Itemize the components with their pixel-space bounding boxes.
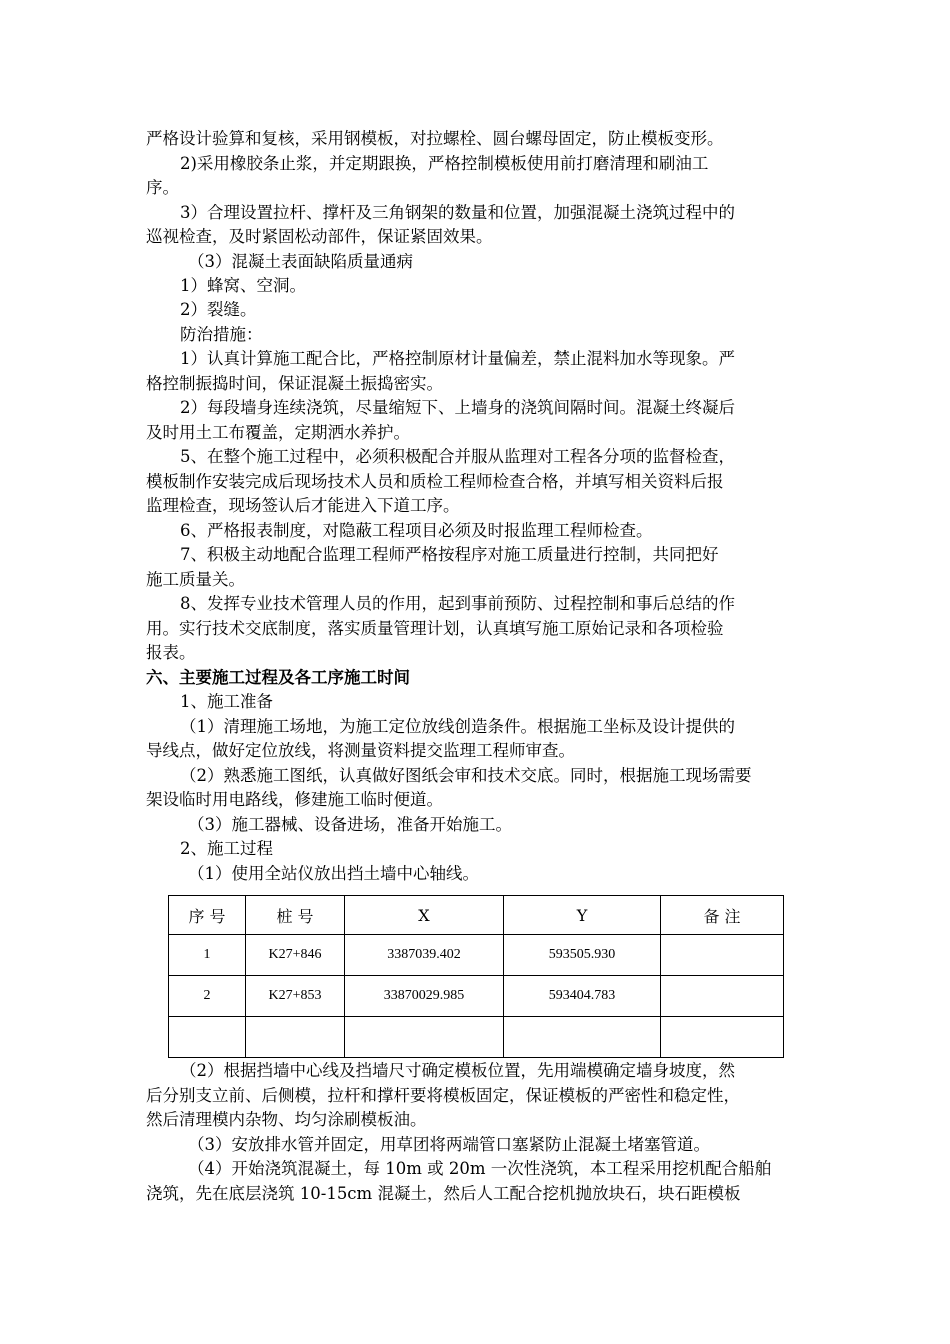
header-cell: 桩 号 xyxy=(246,896,345,935)
text-line: （2）根据挡墙中心线及挡墙尺寸确定模板位置，先用端模确定墙身坡度，然 xyxy=(180,1061,735,1080)
text-line: 5、在整个施工过程中，必须积极配合并服从监理对工程各分项的监督检查， xyxy=(180,447,735,466)
text-line: 导线点，做好定位放线，将测量资料提交监理工程师审查。 xyxy=(146,741,575,760)
table-cell: 1 xyxy=(169,935,246,976)
subsection-title: 2、施工过程 xyxy=(180,839,273,858)
text-line: 2)采用橡胶条止浆，并定期跟换，严格控制模板使用前打磨清理和刷油工 xyxy=(180,154,709,173)
table-row xyxy=(169,935,784,976)
coordinate-table xyxy=(168,895,784,1058)
table-cell: K27+846 xyxy=(246,935,345,976)
table-cell: 593505.930 xyxy=(504,935,661,976)
text-line: （4）开始浇筑混凝土，每 10m 或 20m 一次性浇筑，本工程采用挖机配合船舶 xyxy=(188,1159,772,1178)
text-line: （3）安放排水管并固定，用草团将两端管口塞紧防止混凝土堵塞管道。 xyxy=(188,1135,710,1154)
table-cell xyxy=(661,935,784,976)
table-cell: K27+853 xyxy=(246,976,345,1017)
table-cell: 593404.783 xyxy=(504,976,661,1017)
table-cell: 3387039.402 xyxy=(345,935,504,976)
table-row xyxy=(169,976,784,1017)
header-cell: X xyxy=(345,896,504,935)
text-line: 6、严格报表制度，对隐蔽工程项目必须及时报监理工程师检查。 xyxy=(180,521,653,540)
text-line: 3）合理设置拉杆、撑杆及三角钢架的数量和位置，加强混凝土浇筑过程中的 xyxy=(180,203,735,222)
text-line: 序。 xyxy=(146,178,179,197)
text-line: 1）蜂窝、空洞。 xyxy=(180,276,306,295)
text-line: 用。实行技术交底制度，落实质量管理计划，认真填写施工原始记录和各项检验 xyxy=(146,619,724,638)
table-row xyxy=(169,1017,784,1058)
text-line: 格控制振捣时间，保证混凝土振捣密实。 xyxy=(146,374,443,393)
text-line: 7、积极主动地配合监理工程师严格按程序对施工质量进行控制，共同把好 xyxy=(180,545,719,564)
text-line: 然后清理模内杂物、均匀涂刷模板油。 xyxy=(146,1110,427,1129)
text-line: 监理检查，现场签认后才能进入下道工序。 xyxy=(146,496,460,515)
text-line: 架设临时用电路线，修建施工临时便道。 xyxy=(146,790,443,809)
text-line: 后分别支立前、后侧模，拉杆和撑杆要将模板固定，保证模板的严密性和稳定性， xyxy=(146,1086,740,1105)
header-cell: Y xyxy=(504,896,661,935)
text-line: （2）熟悉施工图纸，认真做好图纸会审和技术交底。同时，根据施工现场需要 xyxy=(180,766,752,785)
text-line: 2）每段墙身连续浇筑，尽量缩短下、上墙身的浇筑间隔时间。混凝土终凝后 xyxy=(180,398,735,417)
text-line: 2）裂缝。 xyxy=(180,300,257,319)
section-heading: 六、主要施工过程及各工序施工时间 xyxy=(146,668,410,687)
header-cell: 备 注 xyxy=(661,896,784,935)
header-cell: 序 号 xyxy=(169,896,246,935)
table-cell xyxy=(169,1017,246,1058)
text-line: 及时用土工布覆盖，定期洒水养护。 xyxy=(146,423,410,442)
text-line: 报表。 xyxy=(146,643,196,662)
text-line: 1）认真计算施工配合比，严格控制原材计量偏差，禁止混料加水等现象。严 xyxy=(180,349,735,368)
table-cell xyxy=(246,1017,345,1058)
subsection-title: （3）混凝土表面缺陷质量通病 xyxy=(188,252,413,271)
subsection-title: 1、施工准备 xyxy=(180,692,273,711)
text-line: 模板制作安装完成后现场技术人员和质检工程师检查合格，并填写相关资料后报 xyxy=(146,472,724,491)
table-cell: 33870029.985 xyxy=(345,976,504,1017)
table-cell xyxy=(345,1017,504,1058)
text-line: 巡视检查，及时紧固松动部件，保证紧固效果。 xyxy=(146,227,493,246)
table-cell xyxy=(504,1017,661,1058)
table-cell: 2 xyxy=(169,976,246,1017)
text-line: （3）施工器械、设备进场，准备开始施工。 xyxy=(188,815,512,834)
table-cell xyxy=(661,976,784,1017)
text-line: （1）清理施工场地，为施工定位放线创造条件。根据施工坐标及设计提供的 xyxy=(180,717,735,736)
text-line: 浇筑，先在底层浇筑 10-15cm 混凝土，然后人工配合挖机抛放块石，块石距模板 xyxy=(146,1184,741,1203)
text-line: （1）使用全站仪放出挡土墙中心轴线。 xyxy=(188,864,479,883)
text-line: 防治措施： xyxy=(180,325,263,344)
text-line: 施工质量关。 xyxy=(146,570,245,589)
table-cell xyxy=(661,1017,784,1058)
table-header-row xyxy=(169,896,784,935)
text-line: 严格设计验算和复核，采用钢模板，对拉螺栓、圆台螺母固定，防止模板变形。 xyxy=(146,129,724,148)
text-line: 8、发挥专业技术管理人员的作用，起到事前预防、过程控制和事后总结的作 xyxy=(180,594,735,613)
